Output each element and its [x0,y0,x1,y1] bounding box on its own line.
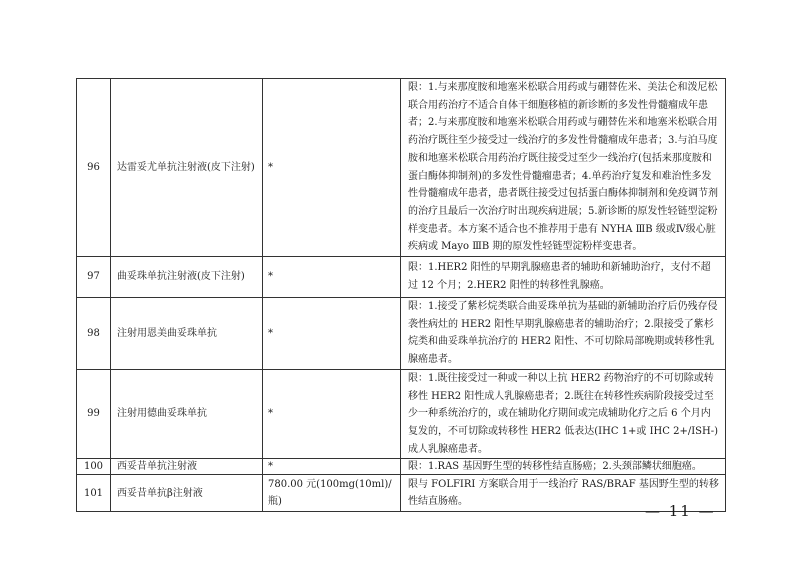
table-row [77,257,726,298]
row-number: 101 [77,475,111,512]
drug-name: 注射用德曲妥珠单抗 [111,369,263,459]
page-number: — 11 — [645,502,716,520]
row-number: 97 [77,257,111,298]
drug-remark: 限：1.与来那度胺和地塞米松联合用药或与硼替佐米、美法仑和泼尼松联合用药治疗不适合自体干细胞移植的新诊断的多发性骨髓瘤成年患者；2.与来那度胺和地塞米松联合用药或与硼替佐米和地塞米松联合用药治疗既往至少接受过一线治疗的多发性骨髓瘤成年患者；3.与泊马度胺和地塞米松联合用药治疗既往接受过至少一线治疗(包括来那度胺和蛋白酶体抑制剂)的多发性骨髓瘤患者；4.单药治疗复发和难治性多发性骨髓瘤成年患者，患者既往接受过包括蛋白酶体抑制剂和免疫调节剂的治疗且最后一次治疗时出现疾病进展；5.新诊断的原发性轻链型淀粉样变患者。本方案不适合也不推荐用于患有 NYHA ⅢB 级或Ⅳ级心脏疾病或 Mayo ⅢB 期的原发性轻链型淀粉样变患者。 [401,79,726,257]
row-number: 98 [77,298,111,370]
table-row [77,369,726,459]
drug-remark: 限：1.RAS 基因野生型的转移性结直肠癌；2.头颈部鳞状细胞癌。 [401,459,726,475]
drug-remark: 限与 FOLFIRI 方案联合用于一线治疗 RAS/BRAF 基因野生型的转移性结直肠癌。 [401,475,726,512]
drug-table [76,78,726,512]
drug-remark: 限：1.HER2 阳性的早期乳腺癌患者的辅助和新辅助治疗，支付不超过 12 个月；2.HER2 阳性的转移性乳腺癌。 [401,257,726,298]
drug-price: 780.00 元(100mg(10ml)/瓶) [263,475,401,512]
drug-price: * [263,257,401,298]
table-row [77,79,726,257]
drug-remark: 限：1.接受了紫杉烷类联合曲妥珠单抗为基础的新辅助治疗后仍残存侵袭性病灶的 HER2 阳性早期乳腺癌患者的辅助治疗；2.限接受了紫杉烷类和曲妥珠单抗治疗的 HER2 阳性、不可切除局部晚期或转移性乳腺癌患者。 [401,298,726,370]
drug-remark: 限：1.既往接受过一种或一种以上抗 HER2 药物治疗的不可切除或转移性 HER2 阳性成人乳腺癌患者；2.既往在转移性疾病阶段接受过至少一种系统治疗的，或在辅助化疗期间或完成辅助化疗之后 6 个月内复发的，不可切除或转移性 HER2 低表达(IHC 1+或 IHC 2+/ISH-)成人乳腺癌患者。 [401,369,726,459]
drug-name: 西妥昔单抗β注射液 [111,475,263,512]
table-row [77,459,726,475]
row-number: 96 [77,79,111,257]
drug-name: 达雷妥尤单抗注射液(皮下注射) [111,79,263,257]
row-number: 99 [77,369,111,459]
table-row [77,298,726,370]
drug-price: * [263,79,401,257]
drug-name: 注射用恩美曲妥珠单抗 [111,298,263,370]
drug-price: * [263,298,401,370]
drug-price: * [263,369,401,459]
row-number: 100 [77,459,111,475]
drug-name: 西妥昔单抗注射液 [111,459,263,475]
drug-price: * [263,459,401,475]
drug-name: 曲妥珠单抗注射液(皮下注射) [111,257,263,298]
table-row [77,475,726,512]
